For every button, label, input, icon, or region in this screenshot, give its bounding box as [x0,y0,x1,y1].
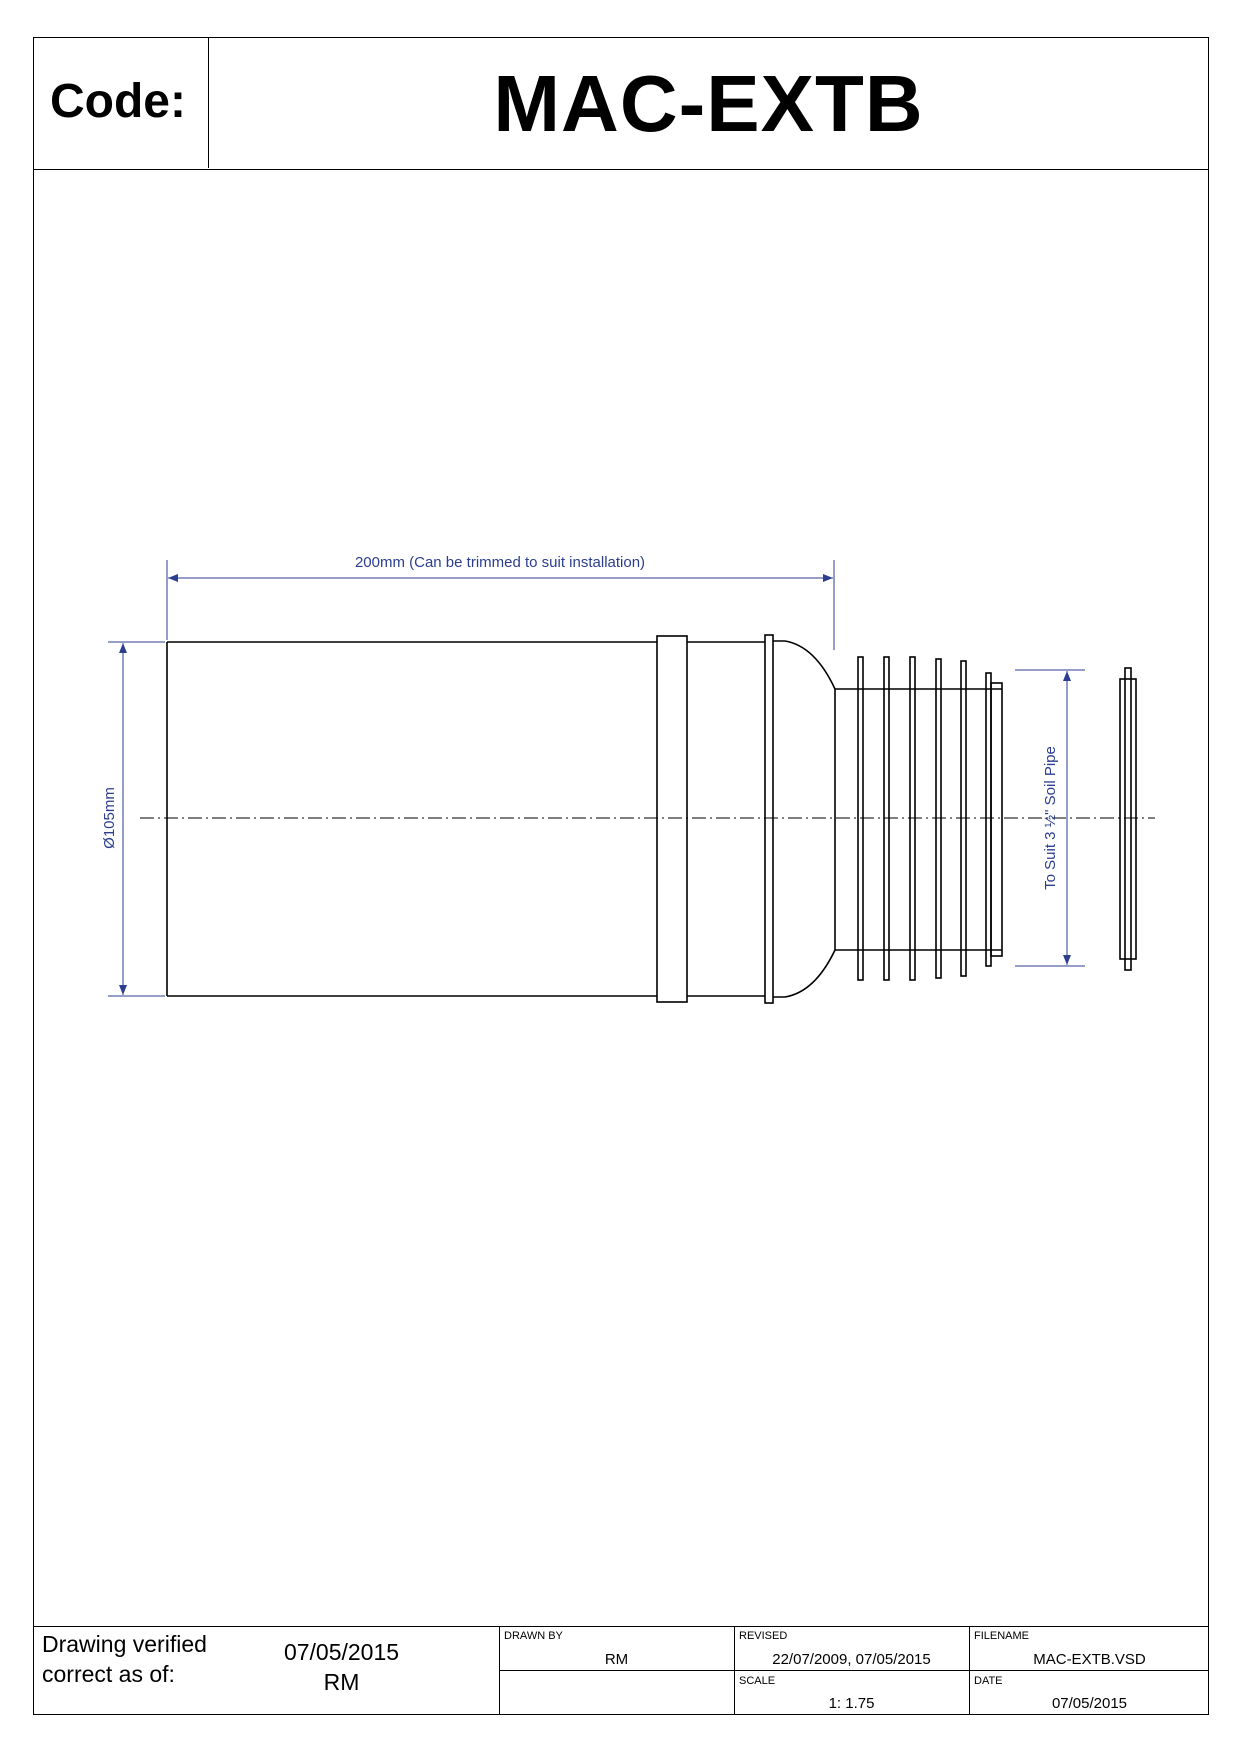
filename-label: FILENAME [974,1630,1030,1642]
drawn-by-value: RM [604,1651,629,1668]
taper-top [773,641,835,689]
scale-value: 1: 1.75 [828,1695,875,1712]
filename-value: MAC-EXTB.VSD [1033,1651,1146,1668]
pipe-segment [687,642,765,996]
date-value: 07/05/2015 [1051,1695,1128,1712]
revised-value: 22/07/2009, 07/05/2015 [772,1651,931,1668]
code-label: Code: [50,75,186,128]
dimensions [108,560,1085,996]
revised-label: REVISED [739,1630,788,1642]
connector-end [991,683,1002,956]
soil-pipe-dimension-label: To Suit 3 ½" Soil Pipe [1042,746,1059,890]
verified-label-line2: correct as of: [42,1661,175,1687]
drawn-by-label: DRAWN BY [504,1630,563,1642]
verified-by: RM [323,1669,360,1695]
pipe-collar [657,636,687,1002]
verified-label-line1: Drawing verified [42,1631,207,1657]
date-label: DATE [974,1675,1003,1687]
taper-bottom [773,950,835,997]
length-dimension-label: 200mm (Can be trimmed to suit installation) [354,554,646,571]
diameter-dimension-label: Ø105mm [101,787,118,849]
verified-date: 07/05/2015 [283,1639,400,1665]
product-code: MAC-EXTB [493,59,924,148]
pipe-body [167,635,1136,1003]
scale-label: SCALE [739,1675,776,1687]
seal-ring-outer [1120,679,1136,959]
seal-ring [1125,668,1131,970]
flange-ring [765,635,773,1003]
main-pipe [167,642,657,996]
